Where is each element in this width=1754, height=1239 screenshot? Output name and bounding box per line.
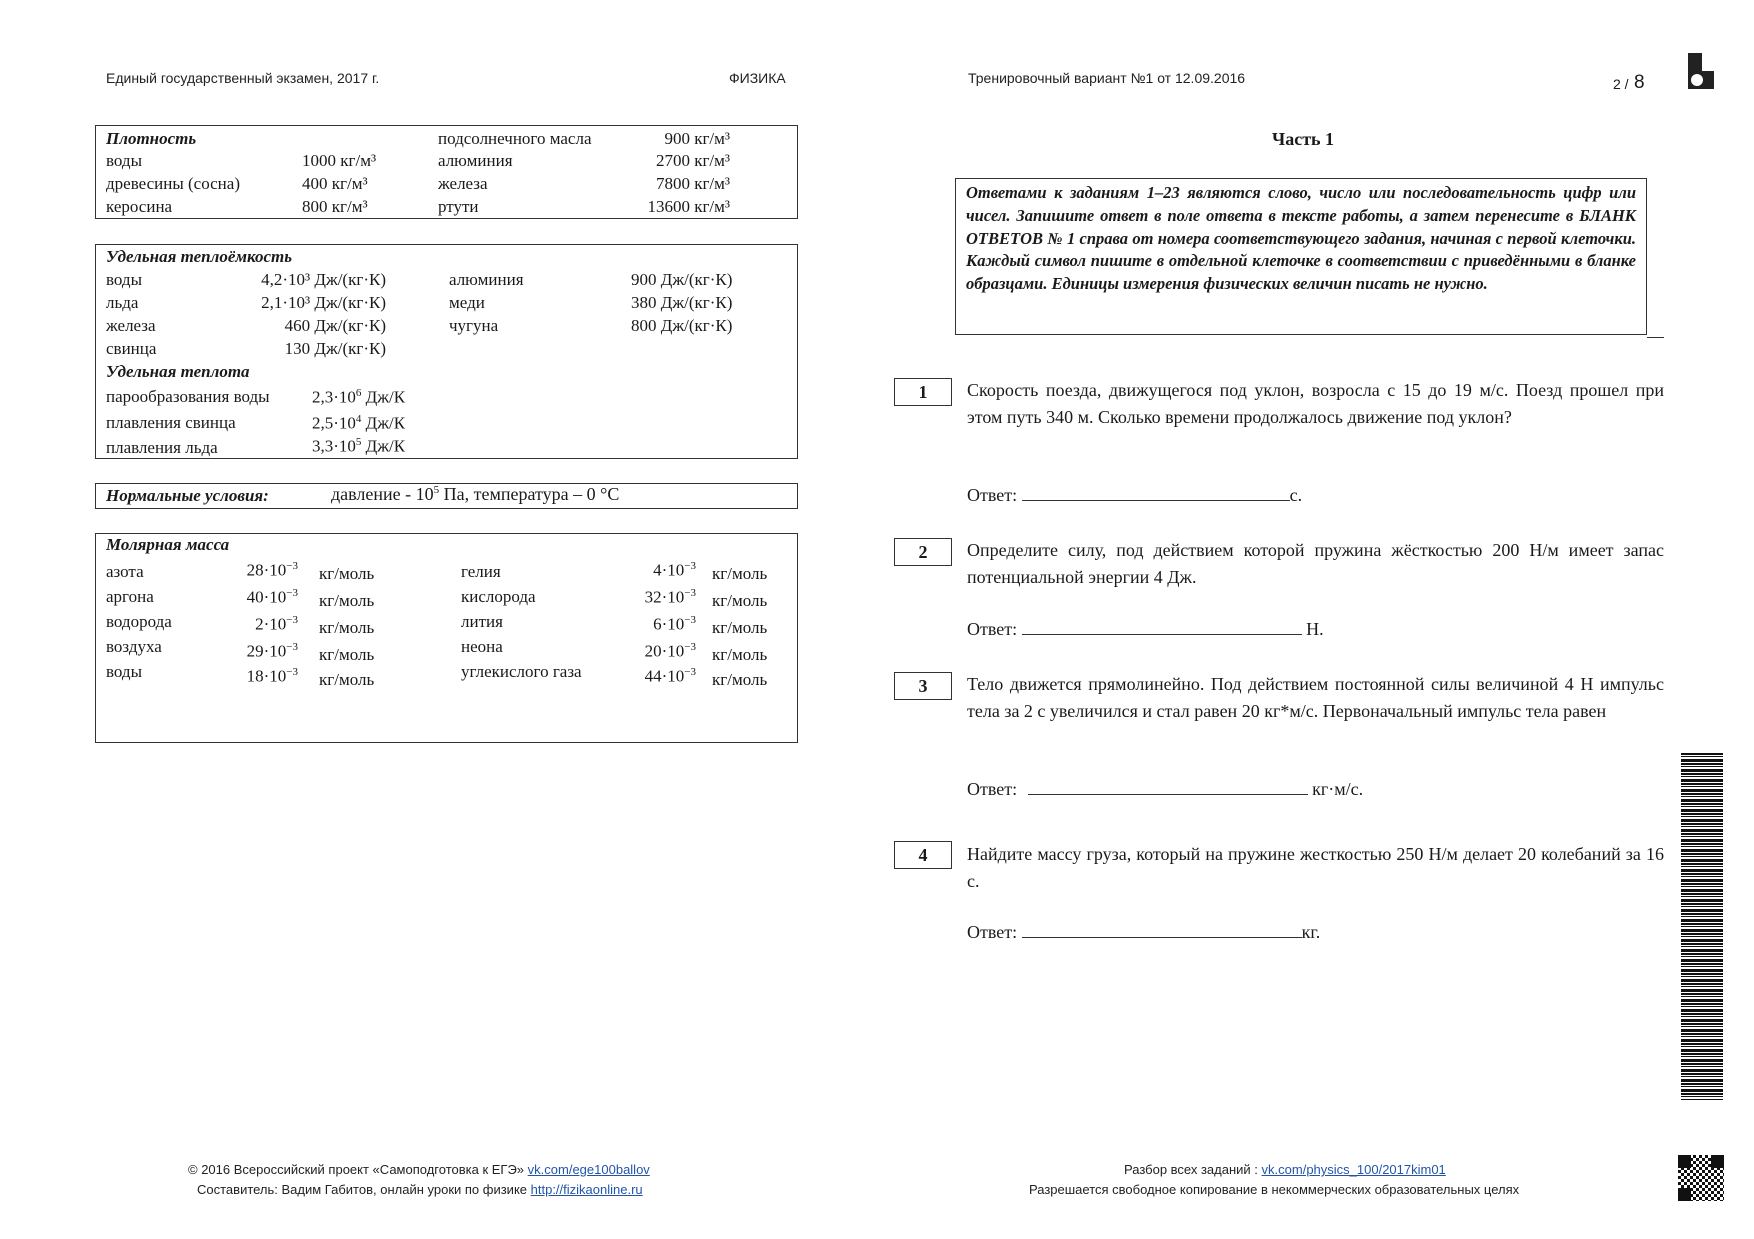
- answer-label: Ответ:: [967, 485, 1018, 505]
- question-text: Определите силу, под действием которой пружина жёсткостью 200 Н/м имеет запас потенциальной энергии 4 Дж.: [967, 540, 1664, 587]
- molar-unit: кг/моль: [712, 564, 768, 583]
- specific-heat-value: $2,3\cdot 10^6$ Дж/К: [312, 387, 406, 407]
- header-exam-title: Единый государственный экзамен, 2017 г.: [106, 70, 380, 86]
- molar-value: $44\cdot 10^{-3}$: [644, 666, 696, 686]
- question-number-box: 2: [894, 538, 952, 566]
- molar-unit: кг/моль: [319, 645, 375, 664]
- barcode: [1681, 753, 1723, 1100]
- molar-name: лития: [461, 612, 503, 631]
- molar-unit: кг/моль: [712, 645, 768, 664]
- density-value: 400 кг/м³: [302, 174, 368, 193]
- specific-heat-name: плавления льда: [106, 438, 218, 457]
- question-number-box: 3: [894, 672, 952, 700]
- molar-value: $40\cdot 10^{-3}$: [246, 587, 298, 607]
- specific-heat-value: $3,3\cdot 10^5$ Дж/К: [312, 436, 406, 456]
- molar-mass-title: Молярная масса: [106, 535, 230, 554]
- molar-value: $28\cdot 10^{-3}$: [246, 560, 298, 580]
- question-text: Скорость поезда, движущегося под уклон, возросла с 15 до 19 м/с. Поезд прошел при этом путь 340 м. Сколько времени продолжалось движение под уклон?: [967, 380, 1664, 427]
- heat-value: 4,2·10³ Дж/(кг·К): [261, 270, 386, 289]
- page-total: 8: [1634, 72, 1645, 93]
- heat-value: 2,1·10³ Дж/(кг·К): [261, 293, 386, 312]
- molar-unit: кг/моль: [319, 670, 375, 689]
- specific-heat-name: парообразования воды: [106, 387, 270, 406]
- logo-icon: [1688, 53, 1714, 89]
- heat-value: 460 Дж/(кг·К): [284, 316, 386, 335]
- density-value: 7800 кг/м³: [655, 174, 730, 193]
- heat-value: 800 Дж/(кг·К): [631, 316, 733, 335]
- header-variant: Тренировочный вариант №1 от 12.09.2016: [968, 70, 1246, 86]
- answer-field[interactable]: [1022, 484, 1290, 501]
- density-name: древесины (сосна): [106, 174, 240, 193]
- molar-unit: кг/моль: [319, 564, 375, 583]
- heat-name: железа: [106, 316, 156, 335]
- footer-analysis: Разбор всех заданий : vk.com/physics_100/2017kim01: [1124, 1162, 1446, 1177]
- page-number-label: 2 /: [1613, 76, 1629, 92]
- molar-unit: кг/моль: [319, 618, 375, 637]
- specific-heat-value: $2,5\cdot 10^4$ Дж/К: [312, 413, 406, 433]
- header-subject: ФИЗИКА: [729, 70, 786, 86]
- answer-field[interactable]: [1022, 618, 1302, 635]
- instructions-divider: [1647, 337, 1664, 338]
- heat-name: чугуна: [449, 316, 499, 335]
- molar-name: гелия: [461, 562, 501, 581]
- molar-value: $4\cdot 10^{-3}$: [653, 560, 696, 580]
- answer-label: Ответ:: [967, 619, 1018, 639]
- molar-name: кислорода: [461, 587, 536, 606]
- molar-unit: кг/моль: [712, 618, 768, 637]
- footer-link-vk[interactable]: vk.com/ege100ballov: [527, 1162, 650, 1177]
- density-name: железа: [438, 174, 488, 193]
- molar-name: азота: [106, 562, 144, 581]
- heat-name: свинца: [106, 339, 157, 358]
- answer-unit: кг.: [1301, 922, 1321, 942]
- normal-conditions-title: Нормальные условия:: [106, 486, 269, 505]
- footer-link-site[interactable]: http://fizikaonline.ru: [530, 1182, 643, 1197]
- footer-author: Составитель: Вадим Габитов, онлайн уроки по физике http://fizikaonline.ru: [197, 1182, 643, 1197]
- density-value: 13600 кг/м³: [647, 197, 730, 216]
- heat-name: воды: [106, 270, 142, 289]
- answer-row: [967, 921, 1320, 943]
- question-number-box: 4: [894, 841, 952, 869]
- heat-name: льда: [106, 293, 139, 312]
- density-name: ртути: [438, 197, 479, 216]
- heat-value: 380 Дж/(кг·К): [631, 293, 733, 312]
- footer-copyright: © 2016 Всероссийский проект «Самоподготовка к ЕГЭ» vk.com/ege100ballov: [188, 1162, 650, 1177]
- answer-label: Ответ:: [967, 779, 1018, 799]
- density-name: алюминия: [438, 151, 513, 170]
- density-value: 1000 кг/м³: [302, 151, 377, 170]
- molar-unit: кг/моль: [712, 670, 768, 689]
- density-value: 900 кг/м³: [664, 129, 730, 148]
- question-text: Найдите массу груза, который на пружине жесткостью 250 Н/м делает 20 колебаний за 16 с.: [967, 844, 1664, 891]
- molar-name: водорода: [106, 612, 172, 631]
- density-name: керосина: [106, 197, 173, 216]
- normal-conditions-value: давление - $10^5$ Па, температура – 0 °С: [331, 484, 620, 504]
- heat-capacity-title: Удельная теплоёмкость: [106, 247, 293, 266]
- molar-value: $20\cdot 10^{-3}$: [644, 641, 696, 661]
- molar-value: $2\cdot 10^{-3}$: [255, 614, 298, 634]
- answer-row: [967, 618, 1324, 640]
- heat-value: 130 Дж/(кг·К): [284, 339, 386, 358]
- question-text: Тело движется прямолинейно. Под действием постоянной силы величиной 4 Н импульс тела за 2 с увеличился и стал равен 20 кг*м/с. Первоначальный импульс тела равен: [967, 674, 1664, 721]
- answer-row: [967, 484, 1302, 506]
- density-value: 800 кг/м³: [302, 197, 368, 216]
- answer-row: [967, 778, 1363, 800]
- molar-unit: кг/моль: [319, 591, 375, 610]
- molar-name: аргона: [106, 587, 154, 606]
- specific-heat-title: Удельная теплота: [106, 362, 250, 381]
- heat-name: алюминия: [449, 270, 524, 289]
- heat-name: меди: [449, 293, 485, 312]
- molar-name: неона: [461, 637, 503, 656]
- answer-field[interactable]: [1022, 921, 1302, 938]
- footer-link-analysis[interactable]: vk.com/physics_100/2017kim01: [1261, 1162, 1446, 1177]
- molar-value: $6\cdot 10^{-3}$: [653, 614, 696, 634]
- molar-name: воздуха: [106, 637, 162, 656]
- answer-unit: Н.: [1306, 619, 1324, 639]
- footer-license: Разрешается свободное копирование в некоммерческих образовательных целях: [1029, 1182, 1520, 1197]
- answer-field[interactable]: [1028, 778, 1308, 795]
- density-value: 2700 кг/м³: [655, 151, 730, 170]
- density-name: подсолнечного масла: [438, 129, 592, 148]
- instructions-box: Ответами к заданиям 1–23 являются слово, число или последовательность цифр или чисел. Запишите ответ в поле ответа в тексте работы, а затем перенесите в БЛАНК ОТВЕТОВ № 1 справа от номера соответствующего задания, начиная с первой клеточки. Каждый символ пишите в отдельной клеточке в соответствии с приведёнными в бланке образцами. Единицы измерения физических величин писать не нужно.: [955, 178, 1647, 335]
- answer-unit: с.: [1289, 485, 1303, 505]
- answer-unit: кг·м/с.: [1312, 779, 1364, 799]
- molar-value: $18\cdot 10^{-3}$: [246, 666, 298, 686]
- part-title: Часть 1: [1272, 129, 1335, 149]
- molar-name: углекислого газа: [461, 662, 582, 681]
- molar-value: $29\cdot 10^{-3}$: [246, 641, 298, 661]
- density-title: Плотность: [106, 129, 197, 148]
- specific-heat-name: плавления свинца: [106, 413, 236, 432]
- molar-value: $32\cdot 10^{-3}$: [644, 587, 696, 607]
- answer-label: Ответ:: [967, 922, 1018, 942]
- question-number-box: 1: [894, 378, 952, 406]
- molar-unit: кг/моль: [712, 591, 768, 610]
- qr-code: [1678, 1155, 1724, 1201]
- density-name: воды: [106, 151, 142, 170]
- heat-value: 900 Дж/(кг·К): [631, 270, 733, 289]
- molar-name: воды: [106, 662, 142, 681]
